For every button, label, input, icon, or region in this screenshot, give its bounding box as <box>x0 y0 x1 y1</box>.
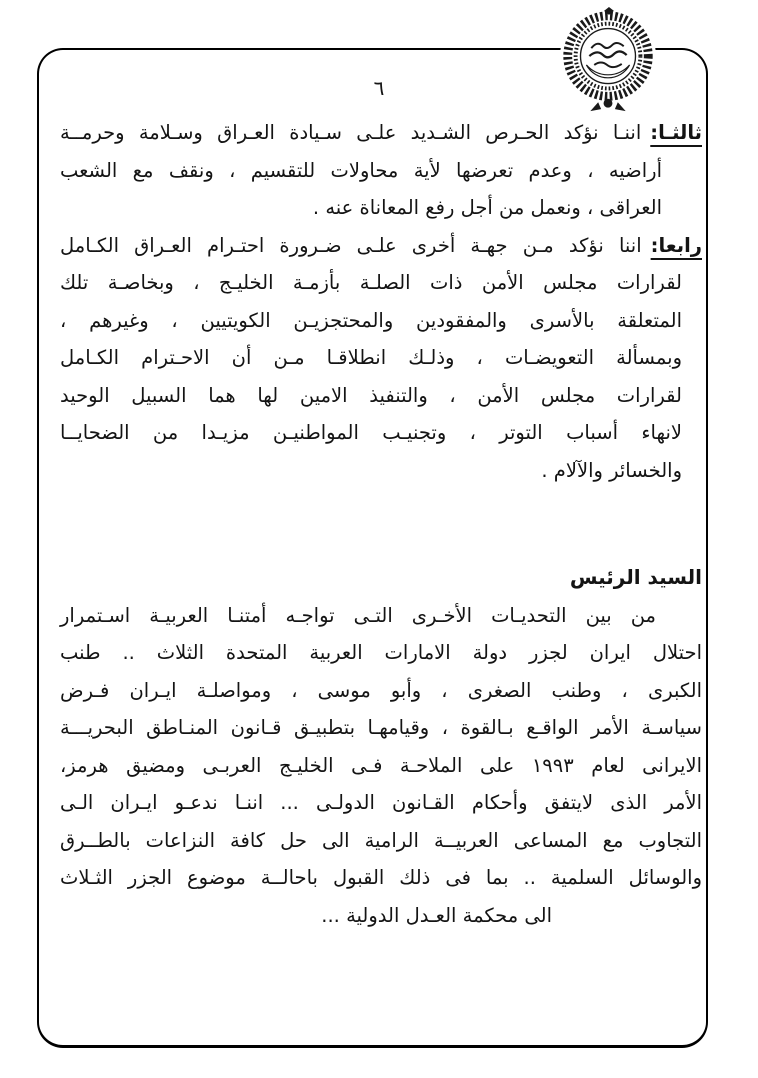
section-label-third: ثالثـا: <box>650 121 702 144</box>
paragraph-fourth <box>60 227 702 490</box>
section-label-fourth: رابعا: <box>650 233 702 257</box>
text-line: التجاوب مع المساعى العربيــة الرامية الى حل كافة النزاعات بالطــرق <box>60 828 702 852</box>
text-line: الأمر الذى لايتفق وأحكام القـانون الدولـى ... اننـا ندعـو ايـران الـى <box>60 791 702 814</box>
text-line: من بين التحديـات الأخـرى التـى تواجـه أمتنـا العربيـة اسـتمرار <box>60 603 656 627</box>
paragraph-third <box>60 114 702 227</box>
arab-league-emblem-icon <box>558 5 658 115</box>
text-line: المتعلقة بالأسرى والمفقودين والمحتجزيـن الكويتيين ، وغيرهم ، <box>60 308 682 332</box>
text-line <box>60 227 702 265</box>
line-text: اننا نؤكد مـن جهـة أخرى علـى ضـرورة احتـرام العـراق الكـامل <box>60 233 642 257</box>
text-line: وبمسألة التعويضـات ، وذلـك انطلاقـا مـن أن الاحـترام الكـامل <box>60 346 682 369</box>
line-text: اننـا نؤكد الحـرص الشـديد علـى سـيادة العـراق وسـلامة وحرمــة <box>60 121 642 144</box>
text-line: احتلال ايران لجزر دولة الامارات العربية المتحدة الثلاث .. طنب <box>60 641 702 664</box>
text-line: العراقى ، ونعمل من أجل رفع المعاناة عنه . <box>312 196 662 219</box>
text-line: أراضيه ، وعدم تعرضها لأية محاولات للتقسيم ، ونقف مع الشعب <box>60 158 662 182</box>
text-line <box>60 114 702 152</box>
text-line: لانهاء أسباب التوتر ، وتجنيـب المواطنيـن مزيـدا من الضحايــا <box>60 421 682 444</box>
paragraph-continuation <box>60 152 702 227</box>
text-line: لقرارات مجلس الأمن ذات الصلـة بأزمـة الخليـج ، وبخاصـة تلك <box>60 271 682 294</box>
paragraph-continuation <box>60 264 702 489</box>
text-line: والخسائر والآلام . <box>541 458 682 482</box>
text-line: لقرارات مجلس الأمن ، والتنفيذ الامين لها هما السبيل الوحيد <box>60 383 682 407</box>
text-line: الكبرى ، وطنب الصغرى ، وأبو موسى ، ومواصلـة ايـران فـرض <box>60 678 702 702</box>
document-body <box>60 114 702 934</box>
paragraph-body <box>60 597 702 935</box>
salutation-heading: السيد الرئيس <box>569 565 702 589</box>
text-line: الايرانى لعام ١٩٩٣ على الملاحـة فـى الخليـج العربـى ومضيق هرمز، <box>60 753 702 777</box>
text-line: والوسائل السلمية .. بما فى ذلك القبول باحالــة موضوع الجزر الثـلاث <box>60 866 702 889</box>
text-line: الى محكمة العـدل الدولية ... <box>321 903 552 927</box>
page-number: ٦ <box>373 76 385 100</box>
text-line: سياسـة الأمر الواقـع بـالقوة ، وقيامهـا بتطبيـق قـانون المنـاطق البحريـــة <box>60 716 702 739</box>
